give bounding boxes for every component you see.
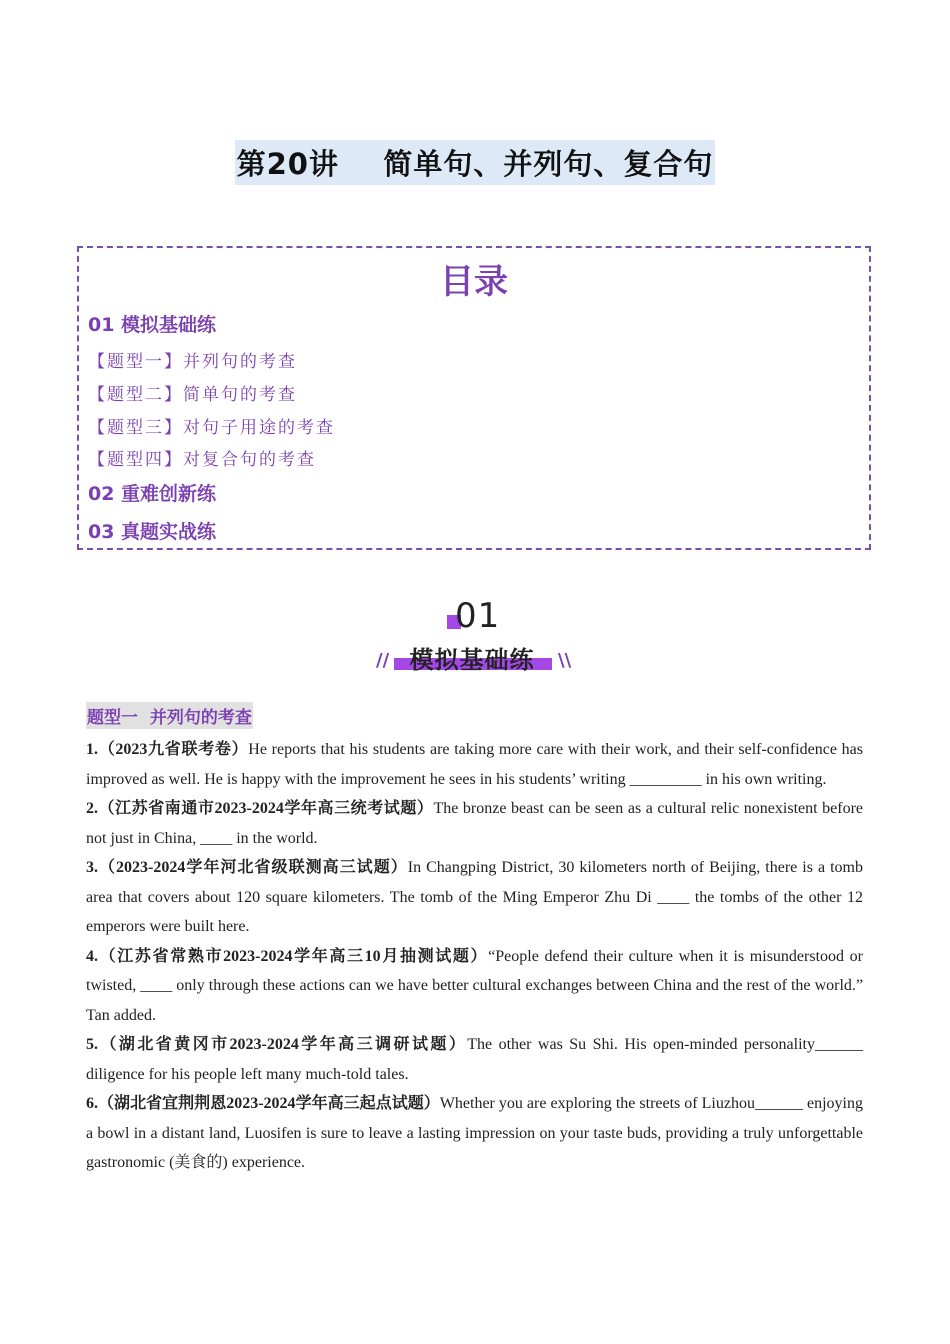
toc-section-3[interactable]: 03 真题实战练	[88, 521, 217, 543]
question-item: 2.（江苏省南通市2023-2024学年高三统考试题）The bronze beast can be seen as a cultural relic nonexistent before not just in China, ____ in the world.	[86, 800, 863, 847]
question-list	[86, 735, 863, 1178]
section-heading: 题型一 并列句的考查	[86, 702, 253, 729]
section-badge	[372, 596, 578, 680]
question-item: 3.（2023-2024学年河北省级联测高三试题）In Changping District, 30 kilometers north of Beijing, there is a tomb area that covers about 120 square kilometers. The tomb of the Ming Emperor Zhu Di ____ the tombs of the other 12 emperors were built here.	[86, 859, 863, 935]
toc-section-2[interactable]: 02 重难创新练	[88, 483, 217, 505]
badge-number: 01	[455, 596, 501, 636]
question-item: 1.（2023九省联考卷）He reports that his students are taking more care with their work, and their self-confidence has improved as well. He is happy with the improvement he sees in his students’ writing _________ in his own writing.	[86, 741, 864, 788]
badge-left-deco: //	[376, 650, 390, 671]
badge-right-deco: \\	[558, 650, 572, 671]
toc-section-1[interactable]: 01 模拟基础练	[88, 314, 217, 336]
page-title-wrap	[0, 140, 950, 185]
page-title: 第20讲 简单句、并列句、复合句	[235, 140, 716, 185]
toc-heading: 目录	[440, 262, 508, 302]
question-item: 5.（湖北省黄冈市2023-2024学年高三调研试题）The other was Su Shi. His open-minded personality______ diligence for his people left many much-told tales.	[86, 1036, 863, 1083]
badge-title: 模拟基础练	[409, 646, 535, 674]
table-of-contents	[77, 246, 871, 550]
toc-item-2[interactable]: 【题型二】简单句的考查	[88, 385, 297, 405]
toc-item-3[interactable]: 【题型三】对句子用途的考查	[88, 418, 335, 438]
question-item: 4.（江苏省常熟市2023-2024学年高三10月抽测试题）“People defend their culture when it is misunderstood or twisted, ____ only through these actions can we have better cultural exchanges between China and the rest of the world.” Tan added.	[86, 947, 863, 1024]
question-item: 6.（湖北省宜荆荆恩2023-2024学年高三起点试题）Whether you are exploring the streets of Liuzhou______ enjoying a bowl in a distant land, Luosifen is sure to leave a lasting impression on your taste buds, providing a truly unforgettable gastronomic (美食的) experience.	[86, 1095, 863, 1171]
toc-item-4[interactable]: 【题型四】对复合句的考查	[88, 450, 316, 470]
toc-item-1[interactable]: 【题型一】并列句的考查	[88, 352, 297, 372]
